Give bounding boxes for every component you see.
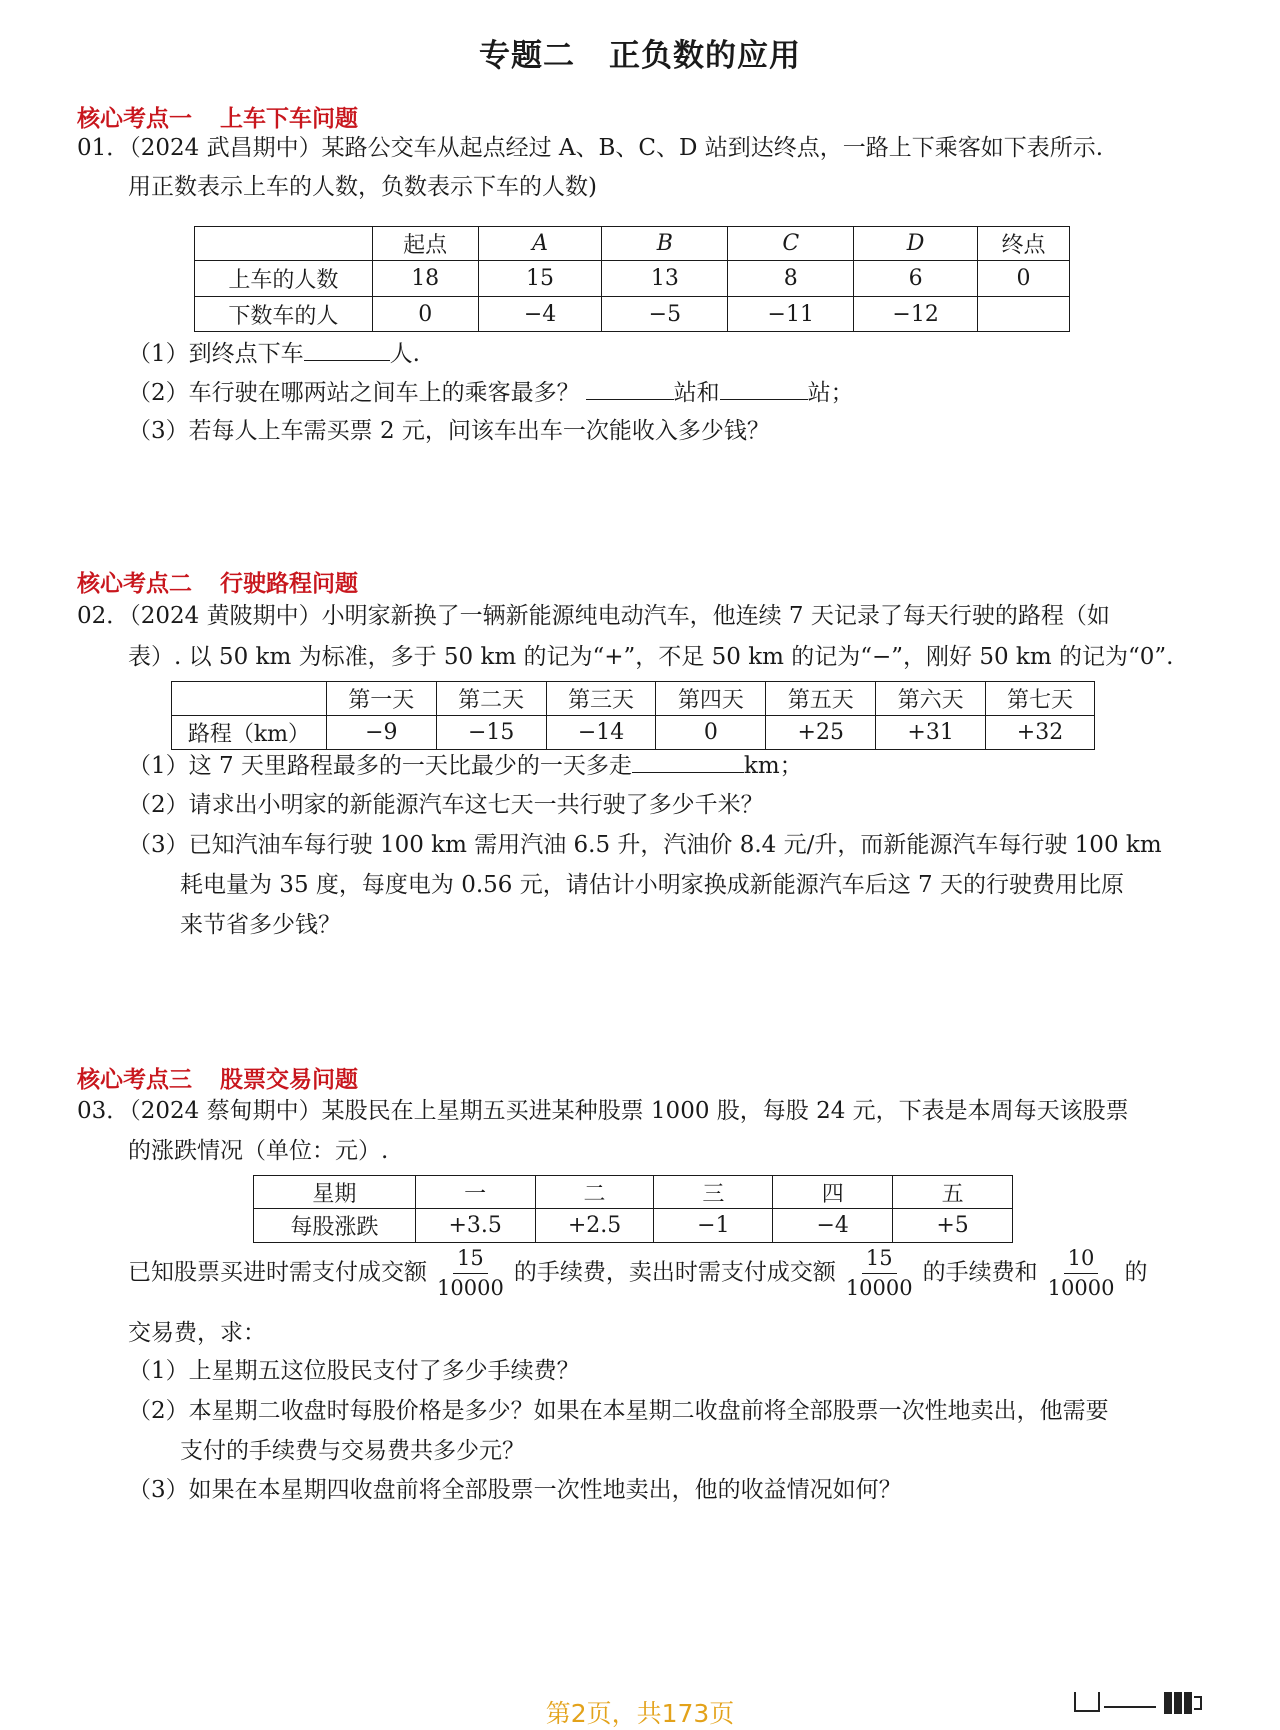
question-3-line-2: 的涨跌情况（单位：元）.	[128, 1138, 389, 1164]
page-bar-icon[interactable]	[1164, 1692, 1172, 1714]
table-cell: −14	[546, 716, 656, 750]
sub-2-end: 站；	[807, 380, 854, 406]
fee-text-c: 的手续费和	[922, 1259, 1038, 1286]
fraction-denominator: 10000	[845, 1276, 913, 1301]
mileage-table	[171, 681, 1095, 750]
section-1-label: 核心考点一	[77, 106, 192, 132]
bracket-icon[interactable]	[1194, 1696, 1202, 1710]
page-bar-icon[interactable]	[1174, 1692, 1182, 1714]
table-cell: 13	[602, 261, 728, 297]
sub-2-text: （2）车行驶在哪两站之间车上的乘客最多？	[128, 380, 580, 406]
fee-text-b: 的手续费，卖出时需支付成交额	[513, 1259, 836, 1286]
fee-description-line-2: 交易费，求：	[128, 1320, 266, 1346]
section-2-label: 核心考点二	[77, 571, 192, 597]
section-1-topic: 上车下车问题	[220, 106, 358, 132]
answer-blank	[586, 381, 674, 400]
table-cell: +2.5	[535, 1209, 654, 1243]
table-cell: −11	[728, 297, 854, 332]
table-cell: A	[478, 227, 602, 261]
table-cell: B	[602, 227, 728, 261]
question-1-line-1: 01．（2024 武昌期中）某路公交车从起点经过 A、B、C、D 站到达终点，一路上下乘客如下表所示.	[77, 135, 1104, 161]
sub-1-unit: km；	[743, 753, 803, 779]
table-row	[172, 716, 1095, 750]
table-cell: 第六天	[876, 682, 986, 716]
fraction-buy-fee	[433, 1246, 508, 1301]
table-header-row	[172, 682, 1095, 716]
question-3-line-1: 03．（2024 蔡甸期中）某股民在上星期五买进某种股票 1000 股，每股 24 元，下表是本周每天该股票	[77, 1098, 1129, 1124]
page-title	[0, 30, 1280, 75]
table-cell: 一	[415, 1176, 535, 1209]
question-2-sub-2: （2）请求出小明家的新能源汽车这七天一共行驶了多少千米？	[128, 792, 764, 818]
question-2-sub-3-line-1: （3）已知汽油车每行驶 100 km 需用汽油 6.5 升，汽油价 8.4 元/升，而新能源汽车每行驶 100 km	[128, 832, 1162, 858]
table-cell: 18	[372, 261, 478, 297]
table-row	[254, 1209, 1013, 1243]
table-cell: 8	[728, 261, 854, 297]
fraction-numerator: 10	[1064, 1246, 1099, 1274]
table-cell: 第四天	[656, 682, 766, 716]
section-3-label: 核心考点三	[77, 1067, 192, 1093]
table-cell: 起点	[372, 227, 478, 261]
table-cell: 下数车的人	[195, 297, 373, 332]
section-heading-3	[77, 1061, 358, 1094]
question-1-sub-1	[128, 342, 420, 366]
table-cell: 五	[893, 1176, 1013, 1209]
table-cell	[172, 682, 327, 716]
question-2-sub-3-line-3: 来节省多少钱？	[180, 912, 341, 938]
table-cell: 第二天	[436, 682, 546, 716]
table-cell: 第三天	[546, 682, 656, 716]
table-cell: −5	[602, 297, 728, 332]
page-bar-icon[interactable]	[1184, 1692, 1192, 1714]
fraction-denominator: 10000	[437, 1276, 504, 1301]
table-cell: −4	[478, 297, 602, 332]
table-cell: 星期	[254, 1176, 416, 1209]
question-2-sub-3-line-2: 耗电量为 35 度，每度电为 0.56 元，请估计小明家换成新能源汽车后这 7 天的行驶费用比原	[180, 872, 1124, 898]
section-3-topic: 股票交易问题	[220, 1067, 358, 1093]
table-cell: +32	[986, 716, 1095, 750]
table-header-row	[254, 1176, 1013, 1209]
table-cell: +5	[893, 1209, 1013, 1243]
table-row	[195, 261, 1070, 297]
fraction-denominator: 10000	[1047, 1276, 1115, 1301]
question-3-sub-2-line-1: （2）本星期二收盘时每股价格是多少？如果在本星期二收盘前将全部股票一次性地卖出，他需要	[128, 1398, 1109, 1424]
scroll-bar-icon[interactable]	[1104, 1706, 1156, 1708]
fee-text-a: 已知股票买进时需支付成交额	[128, 1259, 427, 1286]
section-2-topic: 行驶路程问题	[220, 571, 358, 597]
table-cell: 终点	[978, 227, 1070, 261]
question-3-sub-2-line-2: 支付的手续费与交易费共多少元？	[180, 1438, 525, 1464]
table-cell: +25	[766, 716, 876, 750]
table-cell	[195, 227, 373, 261]
table-cell: 第一天	[326, 682, 436, 716]
question-1-sub-2	[128, 381, 854, 405]
stock-table	[253, 1175, 1013, 1243]
table-cell	[978, 297, 1070, 332]
sub-1-text: （1）到终点下车	[128, 341, 304, 367]
title-part-1: 专题二	[479, 38, 575, 74]
table-cell: 第五天	[766, 682, 876, 716]
table-cell: 二	[535, 1176, 654, 1209]
question-1-sub-3: （3）若每人上车需买票 2 元，问该车出车一次能收入多少钱？	[128, 418, 770, 444]
table-cell: 0	[978, 261, 1070, 297]
viewer-toolbar	[1060, 1688, 1250, 1718]
table-cell: −9	[326, 716, 436, 750]
table-cell: D	[854, 227, 978, 261]
question-3-sub-3: （3）如果在本星期四收盘前将全部股票一次性地卖出，他的收益情况如何？	[128, 1477, 902, 1503]
title-part-2: 正负数的应用	[609, 38, 801, 74]
table-cell: −12	[854, 297, 978, 332]
answer-blank	[632, 754, 744, 773]
page-number: 第2页，共173页	[545, 1699, 735, 1728]
section-heading-2	[77, 565, 358, 598]
question-2-line-1: 02．（2024 黄陂期中）小明家新换了一辆新能源纯电动汽车，他连续 7 天记录了每天行驶的路程（如	[77, 603, 1110, 629]
question-3-sub-1: （1）上星期五这位股民支付了多少手续费？	[128, 1358, 580, 1384]
table-cell: C	[728, 227, 854, 261]
table-cell: 6	[854, 261, 978, 297]
table-cell: 0	[372, 297, 478, 332]
fraction-trade-fee	[1044, 1246, 1119, 1301]
boarding-table	[194, 226, 1070, 332]
table-cell: 上车的人数	[195, 261, 373, 297]
table-row	[195, 297, 1070, 332]
question-2-sub-1	[128, 754, 803, 778]
table-cell: +3.5	[415, 1209, 535, 1243]
table-cell: 每股涨跌	[254, 1209, 416, 1243]
table-cell: 15	[478, 261, 602, 297]
table-cell: +31	[876, 716, 986, 750]
answer-blank	[720, 381, 808, 400]
fraction-sell-fee	[842, 1246, 917, 1301]
fraction-numerator: 15	[862, 1246, 897, 1274]
fee-description-line-1	[128, 1246, 1147, 1301]
table-header-row	[195, 227, 1070, 261]
sub-1-text: （1）这 7 天里路程最多的一天比最少的一天多走	[128, 753, 632, 779]
question-1-line-2: 用正数表示上车的人数，负数表示下车的人数)	[128, 174, 597, 200]
table-cell: −1	[654, 1209, 773, 1243]
sub-2-mid: 站和	[673, 380, 720, 406]
table-cell: 路程（km）	[172, 716, 327, 750]
table-cell: 四	[773, 1176, 893, 1209]
sub-1-unit: 人.	[389, 341, 420, 367]
table-cell: −4	[773, 1209, 893, 1243]
fee-text-d: 的	[1124, 1259, 1148, 1286]
table-cell: 三	[654, 1176, 773, 1209]
table-cell: −15	[436, 716, 546, 750]
window-icon[interactable]	[1074, 1692, 1100, 1712]
fraction-numerator: 15	[453, 1246, 488, 1274]
section-heading-1	[77, 100, 358, 133]
table-cell: 第七天	[986, 682, 1095, 716]
question-2-line-2: 表）. 以 50 km 为标准，多于 50 km 的记为“+”，不足 50 km 的记为“−”，刚好 50 km 的记为“0”.	[128, 644, 1174, 670]
table-cell: 0	[656, 716, 766, 750]
answer-blank	[304, 342, 390, 361]
